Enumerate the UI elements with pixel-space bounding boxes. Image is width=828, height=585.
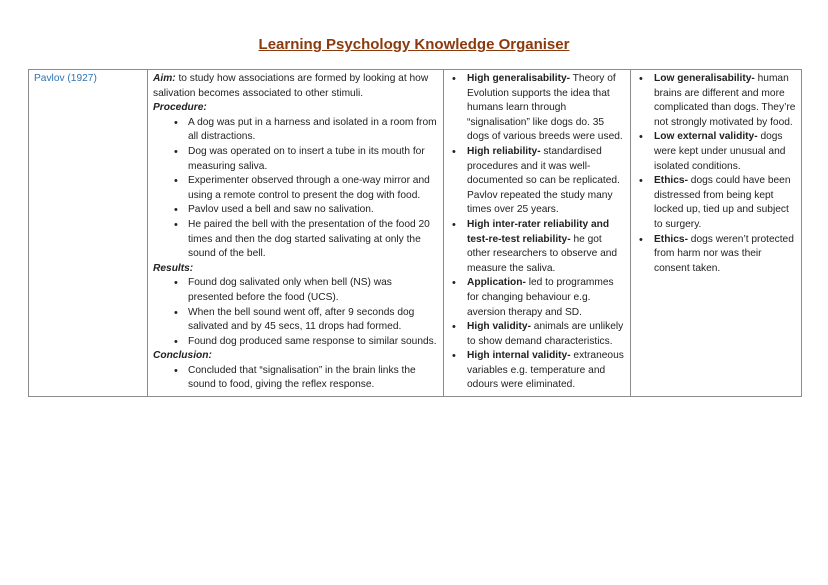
weakness-text: dogs weren’t protected from harm nor was their consent taken. [654, 233, 794, 274]
strength-text: Theory of Evolution supports the idea that humans learn through “signalisation” like dogs do. 35 dogs of various breeds were used. [467, 73, 623, 143]
list-item: • A dog was put in a harness and isolated in a room from all distractions. [171, 116, 438, 145]
list-item [449, 218, 625, 276]
weakness-label: Low external validity- [654, 131, 758, 143]
weakness-text: human brains are different and more complicated than dogs. They’re not strongly motivated by food. [654, 73, 796, 128]
list-item [636, 72, 796, 130]
strength-label: High inter-rater reliability and test-re-test reliability- [467, 218, 610, 245]
strength-text: led to programmes for changing behaviour e.g. aversion therapy and SD. [467, 277, 614, 318]
strength-text: standardised procedures and it was well-documented so can be replicated. Pavlov repeated the study many times over 25 years. [467, 145, 620, 216]
strengths-list [449, 72, 625, 393]
study-cell [29, 70, 148, 397]
list-item: • Concluded that “signalisation” in the brain links the sound to food, giving the reflex response. [171, 364, 438, 393]
weakness-label: Ethics- [654, 175, 688, 187]
page-title [0, 36, 828, 53]
procedure-list [171, 116, 438, 262]
list-item [449, 276, 625, 320]
knowledge-organiser-table [28, 69, 802, 397]
strength-label: High generalisability- [467, 73, 571, 84]
weakness-text: dogs were kept under unusual and isolated conditions. [654, 131, 786, 172]
weakness-label: Ethics- [654, 233, 688, 245]
strengths-cell [444, 70, 631, 397]
list-item: • Dog was operated on to insert a tube in its mouth for measuring saliva. [171, 145, 438, 174]
list-item [449, 72, 625, 145]
list-item [636, 233, 796, 277]
aim-label: Aim: [153, 73, 176, 84]
list-item: • Found dog salivated only when bell (NS) was presented before the food (UCS). [171, 276, 438, 305]
table-row [29, 70, 802, 397]
list-item [449, 349, 625, 393]
list-item: • Experimenter observed through a one-way mirror and using a remote control to present the dog with food. [171, 174, 438, 203]
strength-text: animals are unlikely to show demand characteristics. [467, 321, 624, 347]
strength-text: extraneous variables e.g. temperature and odours were eliminated. [467, 350, 624, 391]
aim-paragraph [153, 72, 438, 101]
procedure-cell [148, 70, 444, 397]
strength-text: he got other researchers to observe and measure the saliva. [467, 233, 618, 274]
conclusion-heading: Conclusion: [153, 350, 212, 362]
list-item [636, 130, 796, 174]
strength-label: Application- [467, 277, 526, 289]
weaknesses-list [636, 72, 796, 276]
conclusion-list [171, 364, 438, 393]
weakness-label: Low generalisability- [654, 73, 755, 84]
list-item: • Found dog produced same response to similar sounds. [171, 335, 438, 350]
list-item: • He paired the bell with the presentation of the food 20 times and then the dog started salivating at only the sound of the bell. [171, 218, 438, 262]
strength-label: High reliability- [467, 145, 541, 157]
results-heading: Results: [153, 262, 194, 274]
list-item [449, 320, 625, 349]
weaknesses-cell [631, 70, 802, 397]
strength-label: High internal validity- [467, 350, 571, 362]
page-title-text: Learning Psychology Knowledge Organiser [258, 36, 570, 53]
strength-label: High validity- [467, 321, 531, 333]
results-list [171, 276, 438, 349]
study-name: Pavlov (1927) [34, 73, 97, 84]
list-item: • Pavlov used a bell and saw no salivation. [171, 203, 438, 218]
weakness-text: dogs could have been distressed from being kept locked up, tied up and subject to surgery. [654, 175, 791, 230]
procedure-heading: Procedure: [153, 102, 207, 114]
list-item [449, 145, 625, 218]
list-item [636, 174, 796, 232]
list-item: • When the bell sound went off, after 9 seconds dog salivated and by 45 secs, 11 drops had formed. [171, 306, 438, 335]
aim-text: to study how associations are formed by looking at how salivation becomes associated to other stimuli. [153, 73, 429, 99]
